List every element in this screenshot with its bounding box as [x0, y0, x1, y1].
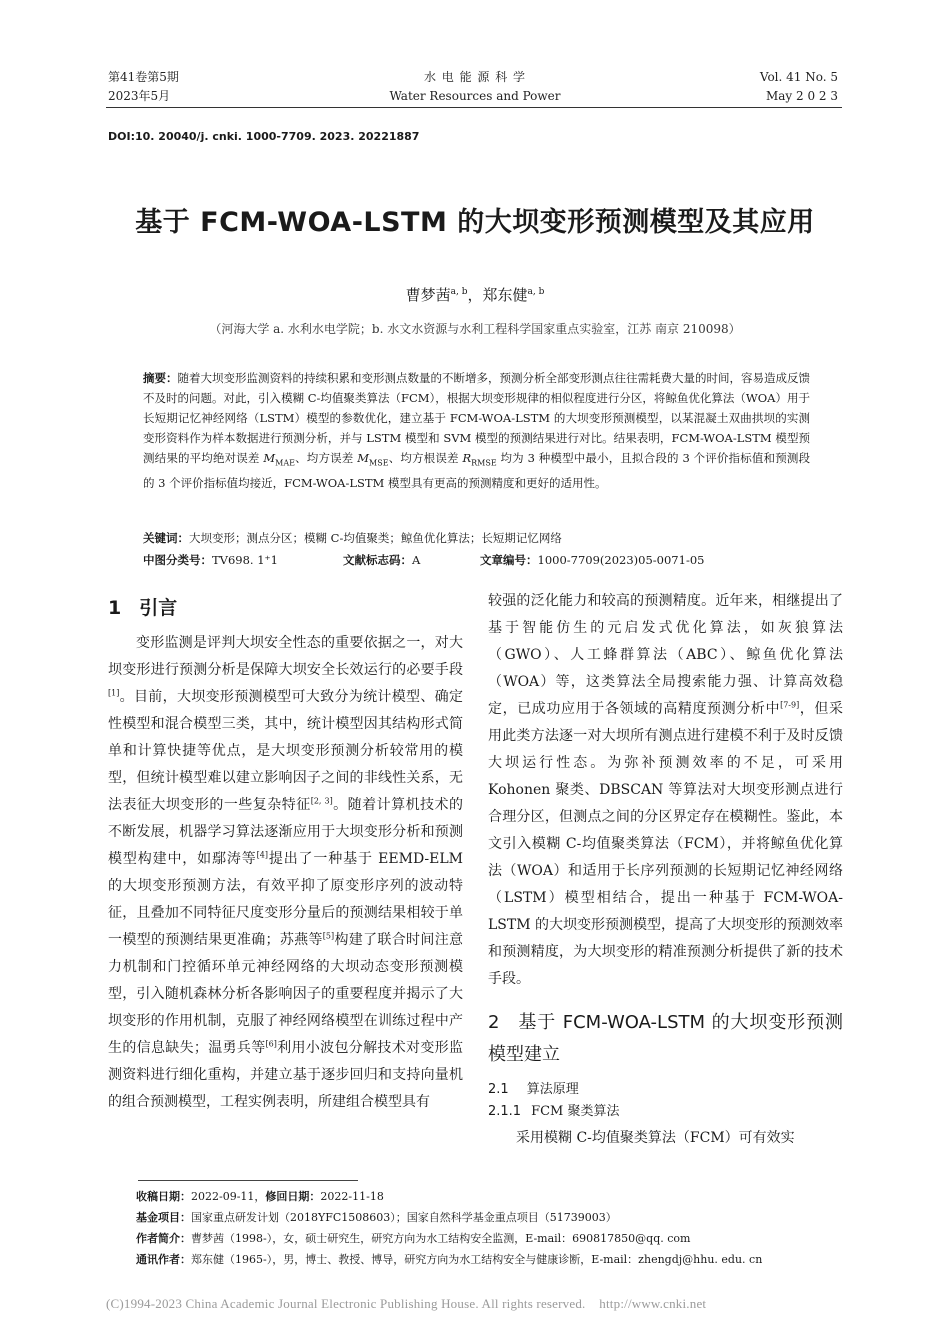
author-affil-mark: a, b — [527, 287, 545, 297]
clc-number — [143, 550, 278, 570]
keywords-text: 大坝变形；测点分区；模糊 C-均值聚类；鲸鱼优化算法；长短期记忆网络 — [189, 531, 562, 545]
author-list — [0, 284, 950, 305]
keywords — [143, 528, 810, 548]
doc-code-label: 文献标志码： — [343, 553, 412, 567]
citation-ref[interactable]: [2, 3] — [310, 796, 333, 806]
header-divider — [106, 107, 842, 108]
journal-volume-en — [760, 68, 838, 106]
article-number-value: 1000-7709(2023)05-0071-05 — [537, 553, 705, 567]
received-label: 收稿日期： — [136, 1190, 191, 1203]
metric-subscript: MSE — [369, 458, 389, 468]
author-bio-value: 曹梦茜（1998-），女，硕士研究生，研究方向为水工结构安全监测，E-mail：690817850@qq. com — [191, 1232, 691, 1245]
keywords-label: 关键词： — [143, 531, 189, 545]
issue-date-en: May 2 0 2 3 — [765, 89, 838, 103]
footnote-dates — [136, 1186, 836, 1207]
paragraph-text: 变形监测是评判大坝安全性态的重要依据之一，对大坝变形进行预测分析是保障大坝安全长效运行的必要手段 — [108, 635, 463, 678]
footnote-divider — [138, 1180, 358, 1181]
section-heading — [488, 1007, 843, 1071]
article-number — [480, 550, 704, 570]
abstract-text: 均为 3 种模型中最小，且拟合段的 3 个评价指标值和预测段的 3 个评价指标值均接近，FCM-WOA-LSTM 模型具有更高的预测精度和更好的适用性。 — [143, 451, 811, 491]
citation-ref[interactable]: [7-9] — [780, 700, 800, 710]
metric-symbol: R — [462, 451, 472, 465]
article-number-label: 文章编号： — [480, 553, 538, 567]
author-bio-label: 作者简介： — [136, 1232, 191, 1245]
fund-label: 基金项目： — [136, 1211, 191, 1224]
paragraph-text: 利用小波包分解技术对变形监测资料进行细化重构，并建立基于逐步回归和支持向量机的组合预测模型，工程实例表明，所建组合模型具有 — [108, 1040, 464, 1110]
citation-ref[interactable]: [4] — [256, 850, 268, 860]
paragraph-text: ，但采用此类方法逐一对大坝所有测点进行建模不利于及时反馈大坝运行性态。为弥补预测效率的不足，可采用 Kohonen 聚类、DBSCAN 等算法对大坝变形测点进行合理分区，但测点之间的分区界定存在模糊性。鉴此，本文引入模糊 C-均值聚类算法（FCM），并将鲸鱼优化算法（WOA）和适用于长序列预测的长短期记忆神经网络（LSTM）模型相结合，提出一种基于 FCM-WOA-LSTM 的大坝变形预测模型，提高了大坝变形的预测效率和预测精度，为大坝变形的精准预测分析提供了新的技术手段。 — [488, 701, 844, 987]
body-column-left — [108, 586, 463, 1116]
footnote-corresponding — [136, 1249, 836, 1270]
revised-label: 修回日期： — [265, 1190, 321, 1203]
paragraph-text: 。随着计算机技术的不断发展，机器学习算法逐渐应用于大坝变形分析和预测模型构建中，如鄢涛等 — [108, 797, 464, 867]
author-separator: ， — [467, 286, 483, 304]
subsection-number: 2.1 — [488, 1082, 509, 1097]
citation-ref[interactable]: [6] — [265, 1039, 277, 1049]
doc-code-value: A — [412, 553, 421, 567]
paragraph — [108, 630, 463, 1116]
fund-value: 国家重点研发计划（2018YFC1508603）；国家自然科学基金重点项目（51739003） — [191, 1211, 617, 1224]
body-column-right — [488, 588, 843, 1152]
citation-ref[interactable]: [5] — [322, 931, 335, 941]
abstract-text: 、均方误差 — [294, 451, 358, 465]
volume-issue-en: Vol. 41 No. 5 — [759, 70, 838, 84]
abstract-text: 、均方根误差 — [388, 451, 463, 465]
subsection-heading — [488, 1079, 843, 1101]
section-heading — [108, 592, 463, 624]
section-number: 2 — [488, 1012, 500, 1033]
author-name[interactable]: 郑东健 — [482, 286, 528, 304]
paragraph-text: 提出了一种基于 EEMD-ELM 的大坝变形预测方法，有效平抑了原变形序列的波动特征，且叠加不同特征尺度变形分量后的预测结果相较于单一模型的预测结果更准确；苏燕等 — [108, 851, 464, 948]
paragraph — [488, 1125, 843, 1152]
revised-value: 2022-11-18 — [320, 1190, 384, 1203]
section-number: 1 — [108, 597, 122, 619]
journal-name-cn: 水 电 能 源 科 学 — [423, 70, 527, 84]
author-affil-mark: a, b — [450, 287, 468, 297]
metric-subscript: MAE — [275, 458, 295, 468]
journal-name-en: Water Resources and Power — [389, 89, 561, 103]
subsubsection-heading — [488, 1101, 843, 1123]
subsubsection-number: 2.1.1 — [488, 1104, 522, 1119]
subsubsection-title: FCM 聚类算法 — [531, 1104, 620, 1119]
clc-value: TV698. 1⁺1 — [212, 553, 278, 567]
section-title: 基于 FCM-WOA-LSTM 的大坝变形预测模型建立 — [488, 1012, 843, 1065]
clc-label: 中图分类号： — [143, 553, 212, 567]
footnote-author — [136, 1228, 836, 1249]
affiliation: （河海大学 a. 水利水电学院；b. 水文水资源与水利工程科学国家重点实验室，江苏 南京 210098） — [209, 322, 741, 336]
corresponding-label: 通讯作者： — [136, 1253, 191, 1266]
paragraph-text: 构建了联合时间注意力机制和门控循环单元神经网络的大坝动态变形预测模型，引入随机森林分析各影响因子的重要程度并揭示了大坝变形的作用机制，克服了神经网络模型在训练过程中产生的信息缺失；温勇兵等 — [108, 932, 464, 1056]
metric-symbol: M — [263, 451, 276, 465]
volume-issue: 第41卷第5期 — [108, 70, 179, 84]
paragraph — [488, 588, 843, 993]
doi[interactable]: DOI:10. 20040/j. cnki. 1000-7709. 2023. 20221887 — [108, 130, 420, 143]
issue-date: 2023年5月 — [108, 89, 171, 103]
document-code — [343, 550, 420, 570]
footnotes — [136, 1186, 836, 1270]
paragraph-text: 。目前，大坝变形预测模型可大致分为统计模型、确定性模型和混合模型三类，其中，统计模型因其结构形式简单和计算快捷等优点，是大坝变形预测分析较常用的模型，但统计模型难以建立影响因子之间的非线性关系，无法表征大坝变形的一些复杂特征 — [108, 689, 463, 813]
corresponding-value: 郑东健（1965-），男，博士、教授、博导，研究方向为水工结构安全与健康诊断，E-mail：zhengdj@hhu. edu. cn — [191, 1253, 763, 1266]
metric-symbol: M — [357, 451, 370, 465]
paper-title: 基于 FCM-WOA-LSTM 的大坝变形预测模型及其应用 — [135, 207, 815, 238]
metric-subscript: RMSE — [471, 458, 497, 468]
citation-ref[interactable]: [1] — [108, 688, 120, 698]
abstract-label: 摘要： — [143, 371, 178, 385]
footnote-fund — [136, 1207, 836, 1228]
paragraph-text: 较强的泛化能力和较高的预测精度。近年来，相继提出了基于智能仿生的元启发式优化算法，如灰狼算法（GWO）、人工蜂群算法（ABC）、鲸鱼优化算法（WOA）等，这类算法全局搜索能力强、计算高效稳定，已成功应用于各领域的高精度预测分析中 — [488, 593, 843, 717]
copyright-watermark: (C)1994-2023 China Academic Journal Electronic Publishing House. All rights reserved. http://www.cnki.net — [106, 1296, 707, 1311]
abstract — [143, 368, 810, 493]
received-value: 2022-09-11， — [191, 1190, 266, 1203]
author-name[interactable]: 曹梦茜 — [405, 286, 451, 304]
subsection-title: 算法原理 — [526, 1082, 579, 1097]
paragraph-text: 采用模糊 C-均值聚类算法（FCM）可有效实 — [516, 1130, 795, 1146]
section-title: 引言 — [139, 597, 178, 619]
abstract-text: 随着大坝变形监测资料的持续积累和变形测点数量的不断增多，预测分析全部变形测点往往需耗费大量的时间，容易造成反馈不及时的问题。对此，引入模糊 C-均值聚类算法（FCM），根据大坝变形规律的相似程度进行分区，将鲸鱼优化算法（WOA）用于长短期记忆神经网络（LSTM）模型的参数优化，建立基于 FCM-WOA-LSTM 的大坝变形预测模型，以某混凝土双曲拱坝的实测变形资料作为样本数据进行预测分析，并与 LSTM 模型和 SVM 模型的预测结果进行对比。结果表明，FCM-WOA-LSTM 模型预测结果的平均绝对误差 — [143, 371, 810, 465]
